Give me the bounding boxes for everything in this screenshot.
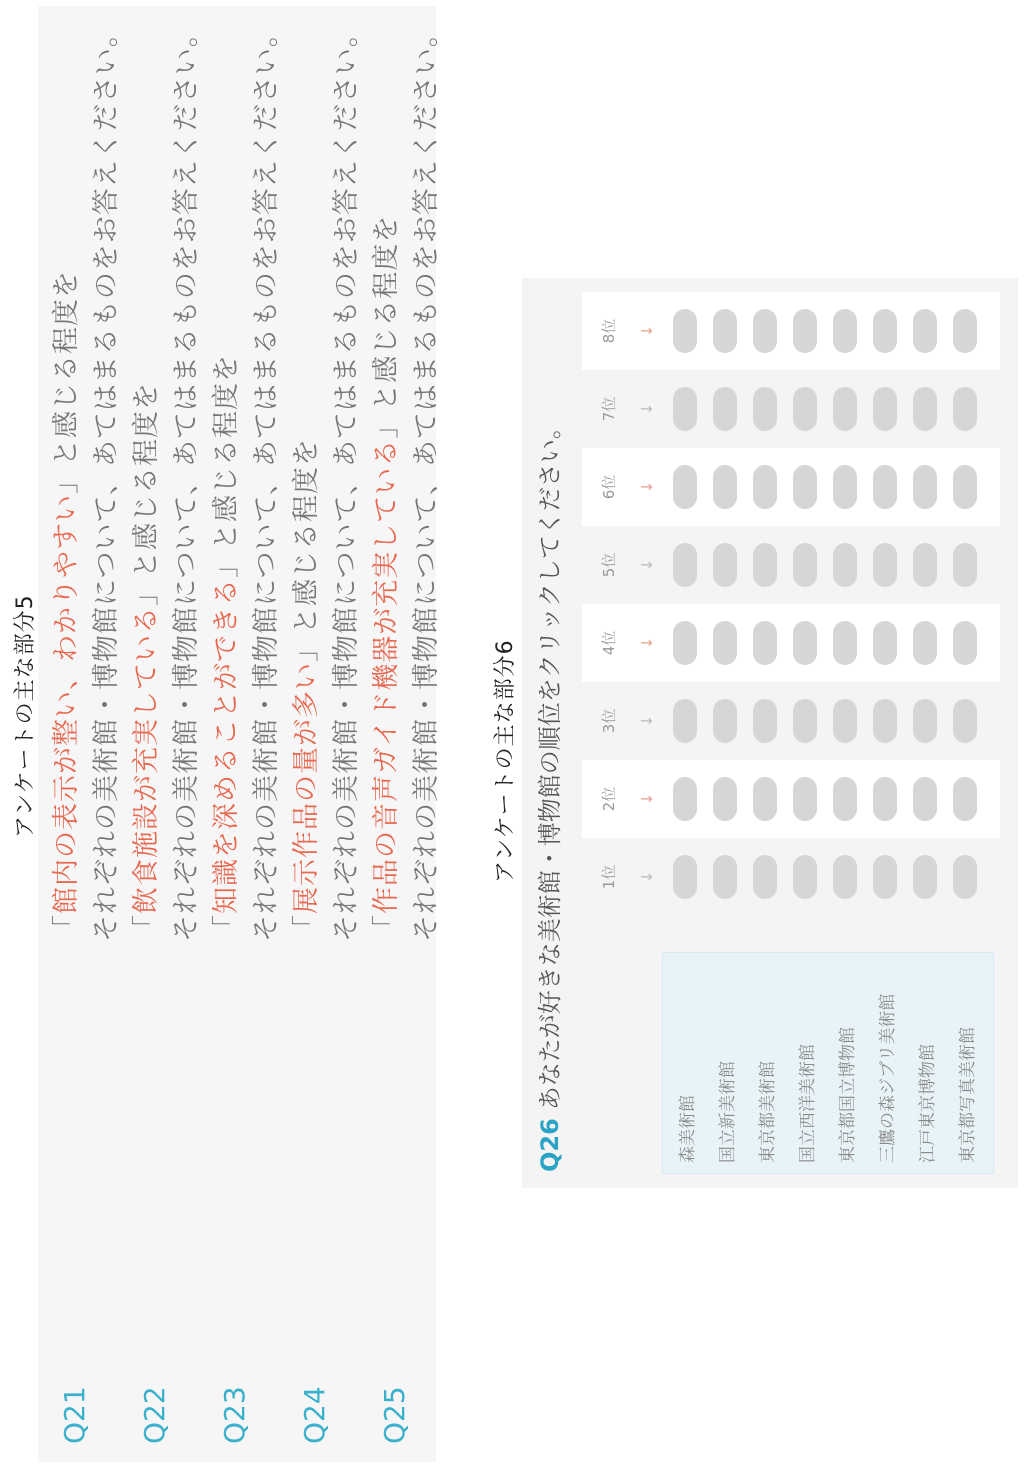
rank-radio-button[interactable] — [713, 855, 737, 899]
museum-item: 江戸東京博物館 — [918, 1044, 938, 1163]
question-suffix: 」と感じる程度を — [51, 270, 82, 494]
rank-label: 3位 — [600, 708, 618, 734]
question-suffix: 」と感じる程度を — [131, 382, 162, 606]
question-number: Q24 — [298, 1386, 331, 1444]
rank-label: 8位 — [600, 318, 618, 344]
rank-radio-button[interactable] — [953, 777, 977, 821]
section-caption-part5: アンケートの主な部分5 — [13, 594, 38, 838]
rank-radio-button[interactable] — [713, 465, 737, 509]
bracket-open: 「 — [51, 914, 82, 942]
museum-list — [662, 952, 994, 1174]
museum-item: 東京都国立博物館 — [838, 1027, 858, 1163]
rank-radio-button[interactable] — [673, 621, 697, 665]
rank-radio-button[interactable] — [913, 309, 937, 353]
question-row — [124, 6, 204, 1462]
section-caption-part6: アンケートの主な部分6 — [493, 639, 518, 883]
rank-radio-button[interactable] — [873, 621, 897, 665]
museum-item: 東京都写真美術館 — [958, 1027, 978, 1163]
rank-radio-button[interactable] — [913, 387, 937, 431]
question-line-2: それぞれの美術館・博物館について、あてはまるものをお答えください。 — [171, 19, 202, 942]
rank-radio-button[interactable] — [833, 387, 857, 431]
rank-radio-button[interactable] — [673, 777, 697, 821]
rank-column — [582, 682, 1000, 760]
rank-label: 1位 — [600, 864, 618, 890]
question-line-2: それぞれの美術館・博物館について、あてはまるものをお答えください。 — [251, 19, 282, 942]
rank-column — [582, 292, 1000, 370]
rank-radio-button[interactable] — [713, 699, 737, 743]
rank-radio-button[interactable] — [873, 309, 897, 353]
rank-radio-button[interactable] — [793, 699, 817, 743]
rank-radio-button[interactable] — [793, 387, 817, 431]
rank-radio-button[interactable] — [953, 543, 977, 587]
bracket-open: 「 — [371, 914, 402, 942]
rank-radio-button[interactable] — [673, 543, 697, 587]
rank-radio-button[interactable] — [913, 465, 937, 509]
rank-radio-button[interactable] — [713, 621, 737, 665]
museum-item: 東京都美術館 — [758, 1061, 778, 1163]
rank-radio-button[interactable] — [833, 699, 857, 743]
rank-radio-button[interactable] — [833, 465, 857, 509]
down-arrow-icon: ↓ — [638, 792, 656, 806]
rank-label: 4位 — [600, 630, 618, 656]
rank-radio-button[interactable] — [753, 309, 777, 353]
question-number: Q22 — [138, 1386, 171, 1444]
question-number: Q25 — [378, 1386, 411, 1444]
bracket-open: 「 — [291, 914, 322, 942]
rank-radio-button[interactable] — [753, 699, 777, 743]
rank-radio-button[interactable] — [673, 699, 697, 743]
rank-radio-button[interactable] — [673, 465, 697, 509]
question-row — [364, 6, 444, 1462]
survey-panel-part5 — [38, 6, 442, 1462]
rank-radio-button[interactable] — [673, 387, 697, 431]
rank-radio-button[interactable] — [753, 855, 777, 899]
rank-radio-button[interactable] — [673, 855, 697, 899]
bracket-open: 「 — [211, 914, 242, 942]
museum-item: 森美術館 — [678, 1095, 698, 1163]
question-line-1 — [44, 270, 83, 942]
rank-radio-button[interactable] — [873, 543, 897, 587]
down-arrow-icon: ↓ — [638, 480, 656, 494]
survey-panel-part6 — [522, 278, 1018, 1188]
rank-label: 7位 — [600, 396, 618, 422]
rank-radio-button[interactable] — [753, 543, 777, 587]
rank-radio-button[interactable] — [713, 387, 737, 431]
rank-column — [582, 370, 1000, 448]
rank-radio-button[interactable] — [833, 309, 857, 353]
rank-column — [582, 448, 1000, 526]
rank-radio-button[interactable] — [953, 387, 977, 431]
museum-item: 国立西洋美術館 — [798, 1044, 818, 1163]
museum-item: 三鷹の森ジブリ美術館 — [878, 993, 898, 1163]
bracket-open: 「 — [131, 914, 162, 942]
question-line-1 — [284, 438, 323, 942]
down-arrow-icon: ↓ — [638, 402, 656, 416]
question-text: あなたが好きな美術館・博物館の順位をクリックしてください。 — [536, 415, 564, 1111]
rank-radio-button[interactable] — [673, 309, 697, 353]
rank-column — [582, 760, 1000, 838]
question-suffix: 」と感じる程度を — [371, 214, 402, 439]
question-line-2: それぞれの美術館・博物館について、あてはまるものをお答えください。 — [411, 19, 442, 942]
question-line-1 — [204, 354, 243, 942]
rank-radio-button[interactable] — [953, 309, 977, 353]
rank-radio-button[interactable] — [713, 777, 737, 821]
rank-column — [582, 526, 1000, 604]
rank-radio-button[interactable] — [793, 777, 817, 821]
question-number: Q26 — [536, 1118, 564, 1172]
rank-label: 5位 — [600, 552, 618, 578]
question-number: Q23 — [218, 1386, 251, 1444]
rank-radio-button[interactable] — [793, 855, 817, 899]
down-arrow-icon: ↓ — [638, 558, 656, 572]
question-highlight: 作品の音声ガイド機器が充実している — [371, 438, 402, 914]
question-title — [530, 415, 565, 1172]
rank-radio-button[interactable] — [713, 543, 737, 587]
rank-label: 2位 — [600, 786, 618, 812]
question-highlight: 飲食施設が充実している — [131, 606, 162, 914]
rank-radio-button[interactable] — [793, 309, 817, 353]
rank-radio-button[interactable] — [833, 543, 857, 587]
rank-radio-button[interactable] — [833, 855, 857, 899]
question-number: Q21 — [58, 1386, 91, 1444]
rank-radio-button[interactable] — [713, 309, 737, 353]
rank-radio-button[interactable] — [953, 621, 977, 665]
rank-radio-button[interactable] — [753, 621, 777, 665]
question-line-1 — [124, 382, 163, 942]
rank-column — [582, 604, 1000, 682]
question-suffix: 」と感じる程度を — [291, 438, 322, 662]
rank-radio-button[interactable] — [873, 387, 897, 431]
rank-radio-button[interactable] — [873, 699, 897, 743]
rank-radio-button[interactable] — [833, 777, 857, 821]
rank-radio-button[interactable] — [953, 699, 977, 743]
question-highlight: 知識を深めることができる — [211, 578, 242, 914]
rank-radio-button[interactable] — [913, 855, 937, 899]
question-suffix: 」と感じる程度を — [211, 354, 242, 578]
rank-radio-button[interactable] — [793, 465, 817, 509]
rank-radio-button[interactable] — [913, 699, 937, 743]
question-row — [44, 6, 124, 1462]
rank-radio-button[interactable] — [953, 465, 977, 509]
rank-radio-button[interactable] — [753, 387, 777, 431]
question-line-2: それぞれの美術館・博物館について、あてはまるものをお答えください。 — [331, 19, 362, 942]
rank-column — [582, 838, 1000, 916]
rank-radio-button[interactable] — [873, 855, 897, 899]
rank-radio-button[interactable] — [913, 777, 937, 821]
rank-radio-button[interactable] — [753, 465, 777, 509]
rank-radio-button[interactable] — [873, 465, 897, 509]
question-row — [284, 6, 364, 1462]
rank-radio-button[interactable] — [953, 855, 977, 899]
rank-radio-button[interactable] — [833, 621, 857, 665]
down-arrow-icon: ↓ — [638, 870, 656, 884]
rank-radio-button[interactable] — [913, 543, 937, 587]
question-line-2: それぞれの美術館・博物館について、あてはまるものをお答えください。 — [91, 19, 122, 942]
down-arrow-icon: ↓ — [638, 636, 656, 650]
down-arrow-icon: ↓ — [638, 714, 656, 728]
question-row — [204, 6, 284, 1462]
rank-radio-button[interactable] — [873, 777, 897, 821]
rank-radio-button[interactable] — [913, 621, 937, 665]
question-highlight: 展示作品の量が多い — [291, 662, 322, 914]
down-arrow-icon: ↓ — [638, 324, 656, 338]
rank-radio-button[interactable] — [793, 543, 817, 587]
question-line-1 — [364, 215, 403, 942]
rank-radio-button[interactable] — [753, 777, 777, 821]
rank-label: 6位 — [600, 474, 618, 500]
rank-radio-button[interactable] — [793, 621, 817, 665]
museum-item: 国立新美術館 — [718, 1061, 738, 1163]
question-highlight: 館内の表示が整い、わかりやすい — [51, 494, 82, 914]
